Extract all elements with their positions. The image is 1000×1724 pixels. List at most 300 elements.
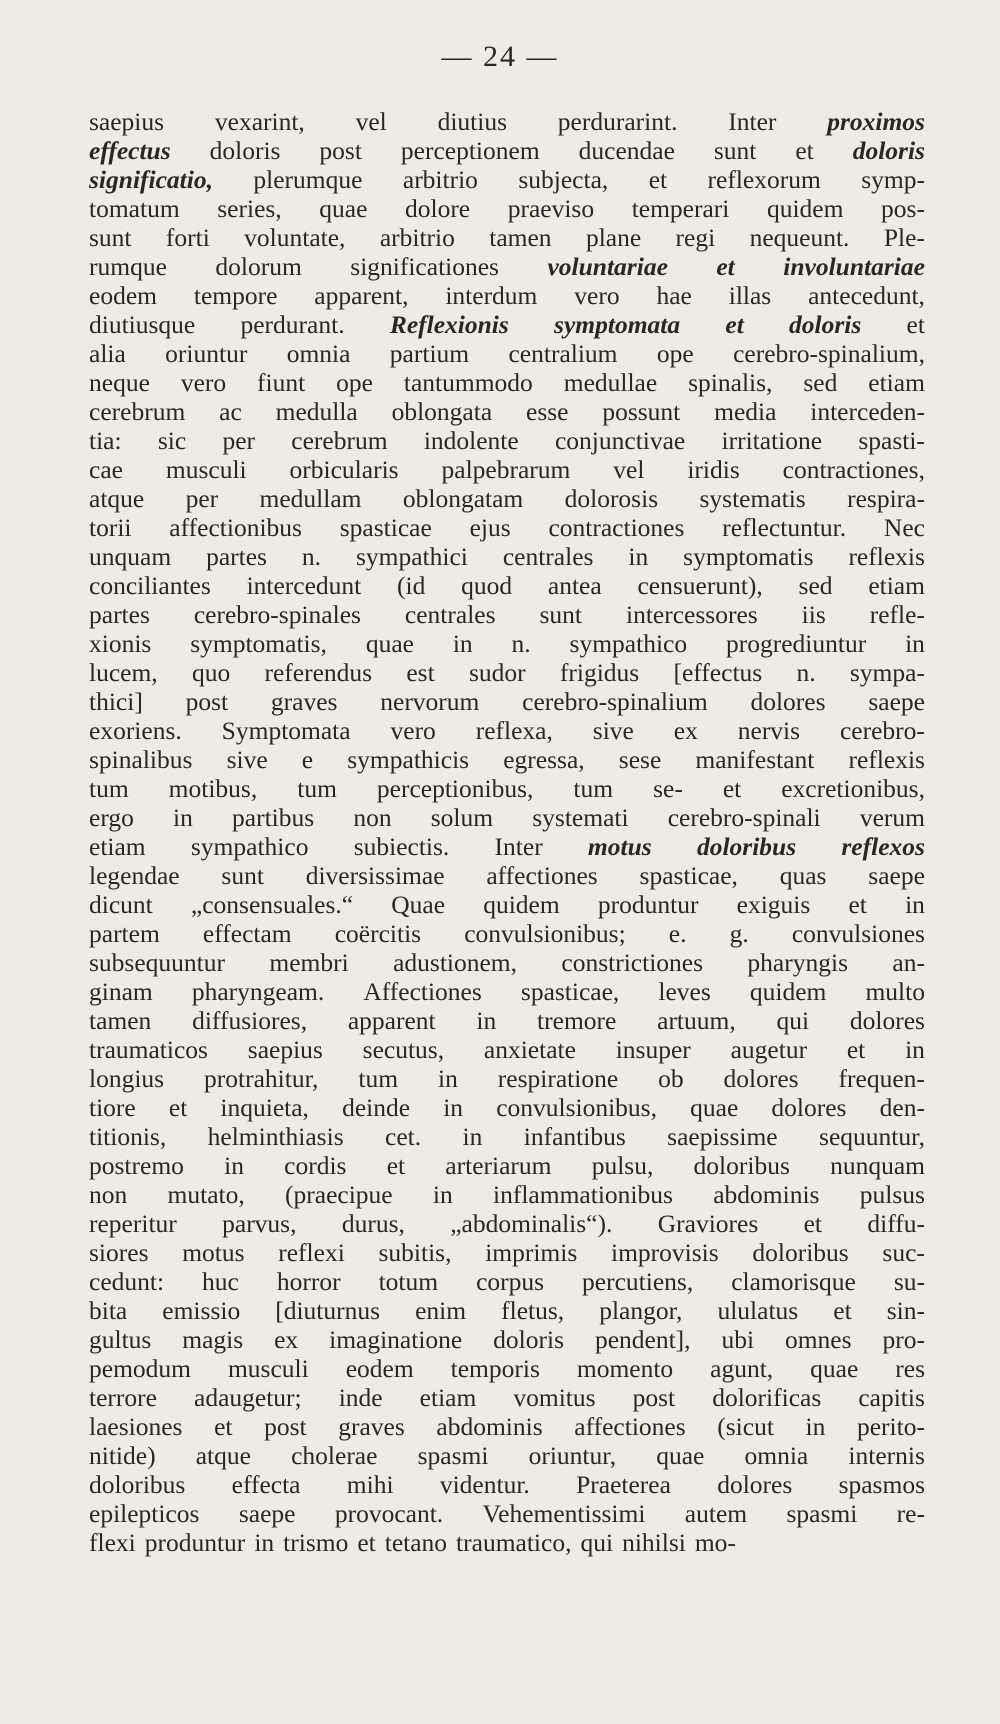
text-line (89, 368, 925, 397)
word: indolente (423, 426, 519, 455)
word: se- (653, 774, 683, 803)
word: media (714, 397, 777, 426)
text-line (89, 1383, 925, 1412)
word: cet. (385, 1122, 422, 1151)
word: motibus, (168, 774, 258, 803)
word: refle- (869, 600, 925, 629)
word: et (168, 1093, 188, 1122)
word: mihi (346, 1470, 394, 1499)
word: in (173, 803, 193, 832)
word: nihilsi (622, 1528, 686, 1557)
word: ubi (721, 1325, 755, 1354)
italic-word: doloris (852, 136, 925, 165)
word: dolores (750, 687, 826, 716)
italic-word: effectus (89, 136, 171, 165)
word: e. (668, 919, 687, 948)
italic-word: motus (587, 832, 652, 861)
word: et (803, 1209, 823, 1238)
word: cerebro-spinalium, (733, 339, 925, 368)
word: arbitrio (379, 223, 455, 252)
word: tum (573, 774, 614, 803)
text-line (89, 803, 925, 832)
word: Ple- (883, 223, 925, 252)
word: tamen (89, 1006, 152, 1035)
word: ginam (89, 977, 153, 1006)
word: tempore (193, 281, 278, 310)
word: Praeterea (576, 1470, 671, 1499)
word: forti (165, 223, 210, 252)
word: dolores (717, 1470, 793, 1499)
word: doloribus (693, 1151, 790, 1180)
word: fiunt (257, 368, 306, 397)
word: omnia (286, 339, 351, 368)
word: spinalis, (688, 368, 773, 397)
word: in (443, 1093, 464, 1122)
word: partem (89, 919, 160, 948)
word: et (848, 890, 867, 919)
word: reflexorum (707, 165, 821, 194)
word: Symptomata (221, 716, 351, 745)
word: cerebro-spinali (667, 803, 821, 832)
text-line (89, 774, 925, 803)
word: alia (89, 339, 126, 368)
word: Inter (494, 832, 543, 861)
word: egressa, (503, 745, 585, 774)
word: omnia (744, 1441, 809, 1470)
word: censuerunt), (637, 571, 763, 600)
word: saepe (868, 687, 925, 716)
word: medulla (275, 397, 358, 426)
word: tum (297, 774, 337, 803)
word: membri (269, 948, 349, 977)
word: dolores (771, 1093, 847, 1122)
word: et (833, 1296, 852, 1325)
word: et (722, 774, 742, 803)
word: spasticae, (520, 977, 620, 1006)
word: den- (879, 1093, 925, 1122)
word: tum (89, 774, 129, 803)
word: in (628, 542, 649, 571)
word: n. (301, 542, 322, 571)
word: dolorificas (712, 1383, 822, 1412)
word: quidem (749, 977, 827, 1006)
italic-word: et (725, 310, 744, 339)
text-line (89, 658, 925, 687)
word: spasticae (339, 513, 432, 542)
word: dolores (849, 1006, 925, 1035)
word: sunt (539, 600, 583, 629)
word: post (264, 1412, 307, 1441)
word: centrales (502, 542, 594, 571)
word: post (319, 136, 362, 165)
word: quae (319, 194, 368, 223)
word: subitis, (378, 1238, 452, 1267)
word: in (805, 1412, 826, 1441)
text-line (89, 1093, 925, 1122)
word: contractiones (548, 513, 685, 542)
word: effectam (202, 919, 292, 948)
word: ex (673, 716, 698, 745)
text-line (89, 194, 925, 223)
word: nervis (737, 716, 801, 745)
word: sudor (468, 658, 526, 687)
body-text (89, 107, 925, 1557)
word: sunt (713, 136, 757, 165)
word: centralium (508, 339, 618, 368)
word: ope (656, 339, 694, 368)
word: Quae (391, 890, 446, 919)
word: mo- (694, 1528, 736, 1557)
word: vel (613, 455, 645, 484)
word: horror (276, 1267, 341, 1296)
word: plane (585, 223, 642, 252)
word: interdum (445, 281, 538, 310)
word: (id (397, 571, 426, 600)
word: saepissime (667, 1122, 778, 1151)
word: affectiones (574, 1412, 686, 1441)
word: intercedunt (246, 571, 362, 600)
word: symptomatis (683, 542, 814, 571)
word: produntur (144, 1528, 246, 1557)
word: diversissimae (305, 861, 445, 890)
word: legendae (89, 861, 180, 890)
text-line (89, 339, 925, 368)
word: multo (865, 977, 925, 1006)
italic-word: doloribus (696, 832, 797, 861)
word: in (432, 1180, 453, 1209)
word: diutiusque (89, 310, 196, 339)
word: graves (270, 687, 338, 716)
word: durus, (341, 1209, 405, 1238)
word: mutato, (167, 1180, 245, 1209)
word: tremore (537, 1006, 617, 1035)
word: epilepticos (89, 1499, 200, 1528)
word: qui (580, 1528, 614, 1557)
word: plangor, (599, 1296, 683, 1325)
word: protrahitur, (204, 1064, 319, 1093)
word: progrediuntur (726, 629, 867, 658)
text-line (89, 252, 925, 281)
text-line (89, 745, 925, 774)
word: motus (182, 1238, 245, 1267)
word: dolores (723, 1064, 799, 1093)
word: convulsionibus; (464, 919, 626, 948)
word: „consensuales.“ (190, 890, 354, 919)
word: in (254, 1528, 275, 1557)
word: (praecipue (285, 1180, 393, 1209)
word: sequuntur, (819, 1122, 925, 1151)
word: est (406, 658, 435, 687)
word: sympathico (569, 629, 688, 658)
word: pulsu, (591, 1151, 654, 1180)
word: doloribus (89, 1470, 186, 1499)
word: imprimis (485, 1238, 578, 1267)
word: tamen (489, 223, 552, 252)
text-line (89, 1412, 925, 1441)
word: improvisis (610, 1238, 719, 1267)
word: vero (390, 716, 436, 745)
word: eodem (345, 1354, 414, 1383)
word: symp- (861, 165, 925, 194)
word: an- (892, 948, 925, 977)
word: tantummodo (403, 368, 533, 397)
word: cerebrum (291, 426, 388, 455)
word: ac (219, 397, 242, 426)
word: in (905, 1035, 925, 1064)
word: in (462, 1122, 483, 1151)
word: constrictiones (561, 948, 704, 977)
italic-word: et (716, 252, 735, 281)
word: re- (896, 1499, 925, 1528)
word: respira- (847, 484, 925, 513)
word: helminthiasis (207, 1122, 344, 1151)
word: bita (89, 1296, 128, 1325)
word: excretionibus, (781, 774, 925, 803)
word: diffu- (867, 1209, 925, 1238)
word: perdurant. (240, 310, 345, 339)
word: sic (157, 426, 187, 455)
text-line (89, 571, 925, 600)
word: sunt (221, 861, 264, 890)
word: ex (274, 1325, 299, 1354)
word: conjunctivae (554, 426, 686, 455)
word: quas (779, 861, 827, 890)
word: thici] (89, 687, 143, 716)
word: su- (893, 1267, 925, 1296)
word: quidem (766, 194, 844, 223)
word: diffusiores, (192, 1006, 308, 1035)
word: Nec (883, 513, 925, 542)
word: quod (461, 571, 513, 600)
word: sive (592, 716, 634, 745)
word: reflexis (848, 745, 925, 774)
word: res (895, 1354, 925, 1383)
word: convulsiones (791, 919, 925, 948)
word: secutus, (362, 1035, 445, 1064)
word: xionis (89, 629, 152, 658)
word: pulsus (859, 1180, 925, 1209)
word: dolore (404, 194, 471, 223)
word: et (357, 1528, 376, 1557)
word: partes (89, 600, 150, 629)
text-line (89, 1209, 925, 1238)
word: Vehementissimi (482, 1499, 646, 1528)
italic-word: doloris (789, 310, 862, 339)
word: vel (355, 107, 387, 136)
word: symptomatis, (190, 629, 327, 658)
word: et (846, 1035, 866, 1064)
word: in (224, 1151, 244, 1180)
word: sed (803, 368, 838, 397)
word: magis (182, 1325, 244, 1354)
word: et (906, 310, 925, 339)
word: unquam (89, 542, 172, 571)
word: arteriarum (445, 1151, 552, 1180)
text-line (89, 600, 925, 629)
word: etiam (868, 571, 925, 600)
word: spasticae, (639, 861, 738, 890)
text-line (89, 455, 925, 484)
word: lucem, (89, 658, 158, 687)
word: graves (338, 1412, 405, 1441)
word: praeviso (507, 194, 595, 223)
word: oblongata (391, 397, 493, 426)
word: etiam (419, 1383, 477, 1412)
word: traumaticos (89, 1035, 208, 1064)
word: doloris (209, 136, 281, 165)
word: ope (336, 368, 373, 397)
word: pendent], (594, 1325, 691, 1354)
word: cordis (284, 1151, 347, 1180)
word: irritatione (721, 426, 823, 455)
word: perceptionibus, (376, 774, 534, 803)
word: sin- (886, 1296, 925, 1325)
word: sive (226, 745, 268, 774)
word: cedunt: (89, 1267, 165, 1296)
word: post (632, 1383, 676, 1412)
word: possunt (602, 397, 681, 426)
word: reperitur (89, 1209, 177, 1238)
text-line (89, 1035, 925, 1064)
text-line (89, 890, 925, 919)
word: vero (574, 281, 620, 310)
word: systemati (532, 803, 629, 832)
word: „abdominalis“). (450, 1209, 613, 1238)
text-line (89, 484, 925, 513)
word: neque (89, 368, 150, 397)
word: flexi (89, 1528, 136, 1557)
word: pro- (882, 1325, 925, 1354)
word: reflectuntur. (722, 513, 847, 542)
word: abdominis (436, 1412, 543, 1441)
word: per (222, 426, 255, 455)
text-line (89, 1122, 925, 1151)
page-number: — 24 — (441, 40, 559, 73)
word: post (185, 687, 229, 716)
text-line (89, 426, 925, 455)
word: quo (191, 658, 231, 687)
word: pharyngeam. (191, 977, 325, 1006)
word: sunt (89, 223, 132, 252)
text-line (89, 1238, 925, 1267)
word: non (89, 1180, 128, 1209)
word: cerebrum (89, 397, 186, 426)
word: conciliantes (89, 571, 211, 600)
text-line (89, 919, 925, 948)
word: inde (338, 1383, 383, 1412)
word: cholerae (291, 1441, 378, 1470)
word: solum (430, 803, 494, 832)
word: palpebrarum (441, 455, 571, 484)
word: centrales (404, 600, 496, 629)
word: atque (195, 1441, 251, 1470)
word: inflammationibus (493, 1180, 673, 1209)
word: sympathico (190, 832, 309, 861)
word: etiam (868, 368, 925, 397)
word: quae (656, 1441, 705, 1470)
word: exiguis (736, 890, 811, 919)
word: cerebro-spinalium (522, 687, 708, 716)
word: respiratione (497, 1064, 619, 1093)
word: et (386, 1151, 406, 1180)
italic-word: involuntariae (783, 252, 925, 281)
word: in (437, 1064, 458, 1093)
word: interceden- (810, 397, 925, 426)
word: non (353, 803, 392, 832)
word: doloris (493, 1325, 565, 1354)
word: laesiones (89, 1412, 183, 1441)
text-line (89, 1006, 925, 1035)
text-line (89, 310, 925, 339)
word: diutius (437, 107, 507, 136)
word: exoriens. (89, 716, 182, 745)
text-line (89, 1296, 925, 1325)
word: clamorisque (731, 1267, 856, 1296)
word: nunquam (830, 1151, 925, 1180)
word: partibus (232, 803, 315, 832)
word: tetano (384, 1528, 448, 1557)
word: spinalibus (89, 745, 193, 774)
word: sed (798, 571, 833, 600)
word: subiectis. (353, 832, 450, 861)
text-line (89, 223, 925, 252)
word: regi (675, 223, 716, 252)
word: frigidus (559, 658, 640, 687)
word: Affectiones (363, 977, 482, 1006)
word: adustionem, (393, 948, 518, 977)
word: musculi (227, 1354, 309, 1383)
word: ejus (469, 513, 511, 542)
word: augetur (730, 1035, 808, 1064)
word: [effectus (673, 658, 763, 687)
word: corpus (476, 1267, 545, 1296)
word: reflexis (848, 542, 925, 571)
word: sympa- (849, 658, 925, 687)
word: dicunt (89, 890, 153, 919)
text-line (89, 1470, 925, 1499)
word: per (185, 484, 219, 513)
text-line (89, 165, 925, 194)
word: titionis, (89, 1122, 167, 1151)
text-line (89, 107, 925, 136)
word: provocant. (334, 1499, 444, 1528)
word: arbitrio (402, 165, 478, 194)
word: in (452, 629, 473, 658)
word: intercessores (625, 600, 758, 629)
word: emissio (162, 1296, 241, 1325)
word: spasmi (417, 1441, 489, 1470)
word: medullam (259, 484, 362, 513)
word: significationes (350, 252, 499, 281)
word: et (214, 1412, 233, 1441)
word: frequen- (838, 1064, 925, 1093)
text-line (89, 1441, 925, 1470)
word: temporis (450, 1354, 540, 1383)
text-line (89, 948, 925, 977)
text-line (89, 1064, 925, 1093)
word: subsequuntur (89, 948, 225, 977)
italic-word: voluntariae (547, 252, 668, 281)
word: parvus, (222, 1209, 297, 1238)
word: antecedunt, (808, 281, 925, 310)
italic-word: symptomata (554, 310, 681, 339)
word: percutiens, (582, 1267, 694, 1296)
word: perceptionem (400, 136, 540, 165)
word: traumatico, (456, 1528, 572, 1557)
word: vexarint, (214, 107, 305, 136)
word: coërcitis (334, 919, 422, 948)
word: hae (656, 281, 692, 310)
